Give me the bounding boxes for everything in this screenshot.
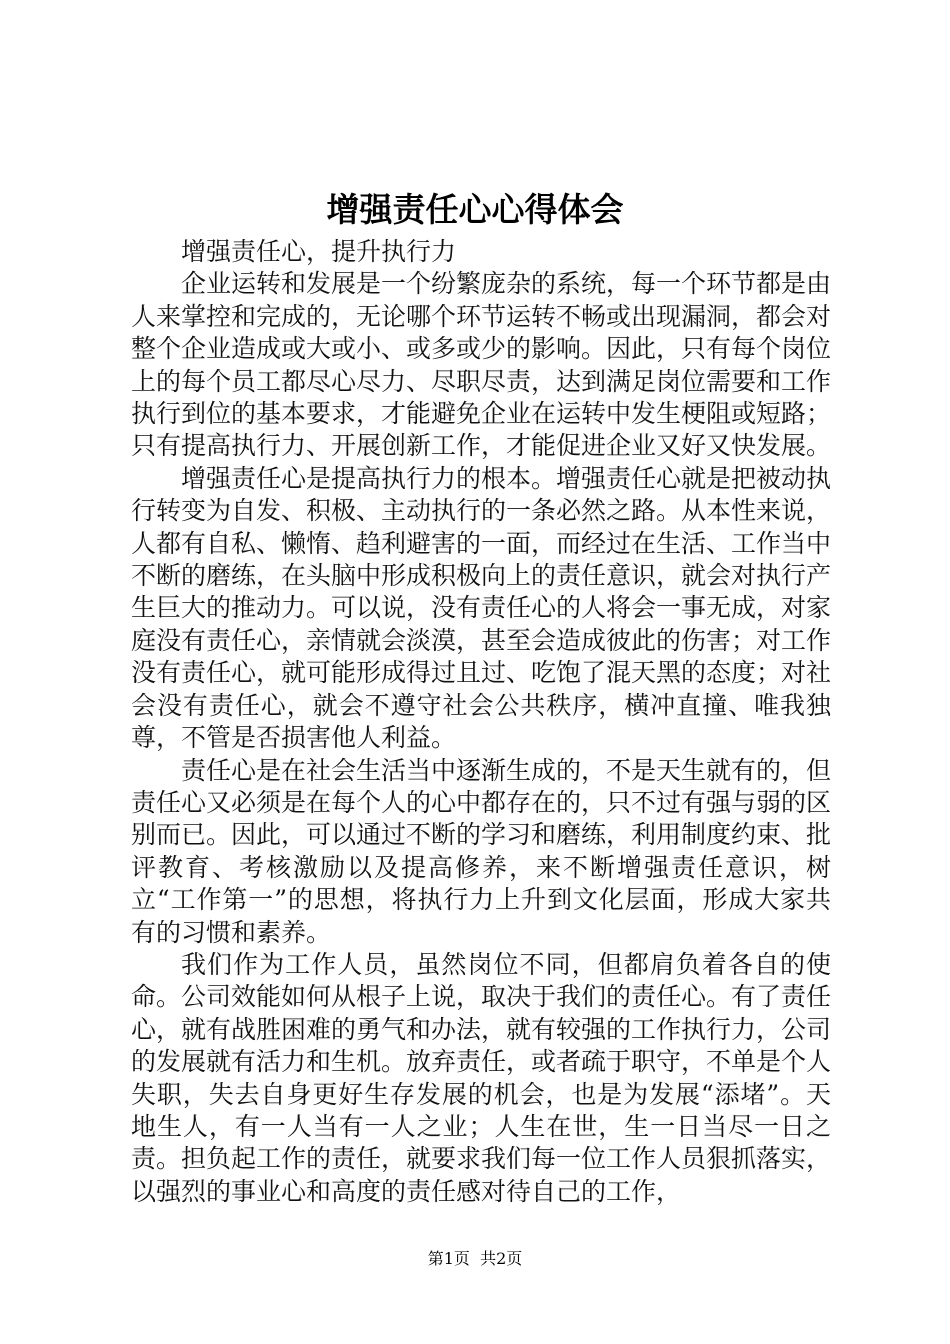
paragraph-4: 我们作为工作人员，虽然岗位不同，但都肩负着各自的使命。公司效能如何从根子上说，取决于我们的责任心。有了责任心，就有战胜困难的勇气和办法，就有较强的工作执行力，公司的发展就有活力和生机。放弃责任，或者疏于职守，不单是个人失职，失去自身更好生存发展的机会，也是为发展“添堵”。天地生人，有一人当有一人之业；人生在世，生一日当尽一日之责。担负起工作的责任，就要求我们每一位工作人员狠抓落实，以强烈的事业心和高度的责任感对待自己的工作， xyxy=(131,949,832,1206)
paragraph-1: 企业运转和发展是一个纷繁庞杂的系统，每一个环节都是由人来掌控和完成的，无论哪个环节运转不畅或出现漏洞，都会对整个企业造成或大或小、或多或少的影响。因此，只有每个岗位上的每个员工都尽心尽力、尽职尽责，达到满足岗位需要和工作执行到位的基本要求，才能避免企业在运转中发生梗阻或短路；只有提高执行力、开展创新工作，才能促进企业又好又快发展。 xyxy=(131,269,832,461)
paragraph-3: 责任心是在社会生活当中逐渐生成的，不是天生就有的，但责任心又必须是在每个人的心中都存在的，只不过有强与弱的区别而已。因此，可以通过不断的学习和磨练，利用制度约束、批评教育、考核激励以及提高修养，来不断增强责任意识，树立“工作第一”的思想，将执行力上升到文化层面，形成大家共有的习惯和素养。 xyxy=(131,755,832,947)
document-title: 增强责任心心得体会 xyxy=(326,190,624,229)
document-body xyxy=(131,236,831,1208)
paragraph-2: 增强责任心是提高执行力的根本。增强责任心就是把被动执行转变为自发、积极、主动执行的一条必然之路。从本性来说，人都有自私、懒惰、趋利避害的一面，而经过在生活、工作当中不断的磨练，在头脑中形成积极向上的责任意识，就会对执行产生巨大的推动力。可以说，没有责任心的人将会一事无成，对家庭没有责任心，亲情就会淡漠，甚至会造成彼此的伤害；对工作没有责任心，就可能形成得过且过、吃饱了混天黑的态度；对社会没有责任心，就会不遵守社会公共秩序，横冲直撞、唯我独尊，不管是否损害他人利益。 xyxy=(131,463,832,753)
document-subtitle: 增强责任心，提升执行力 xyxy=(181,237,457,266)
page-number-label: 第1页 共2页 xyxy=(427,1249,523,1268)
page-footer xyxy=(0,1248,950,1270)
